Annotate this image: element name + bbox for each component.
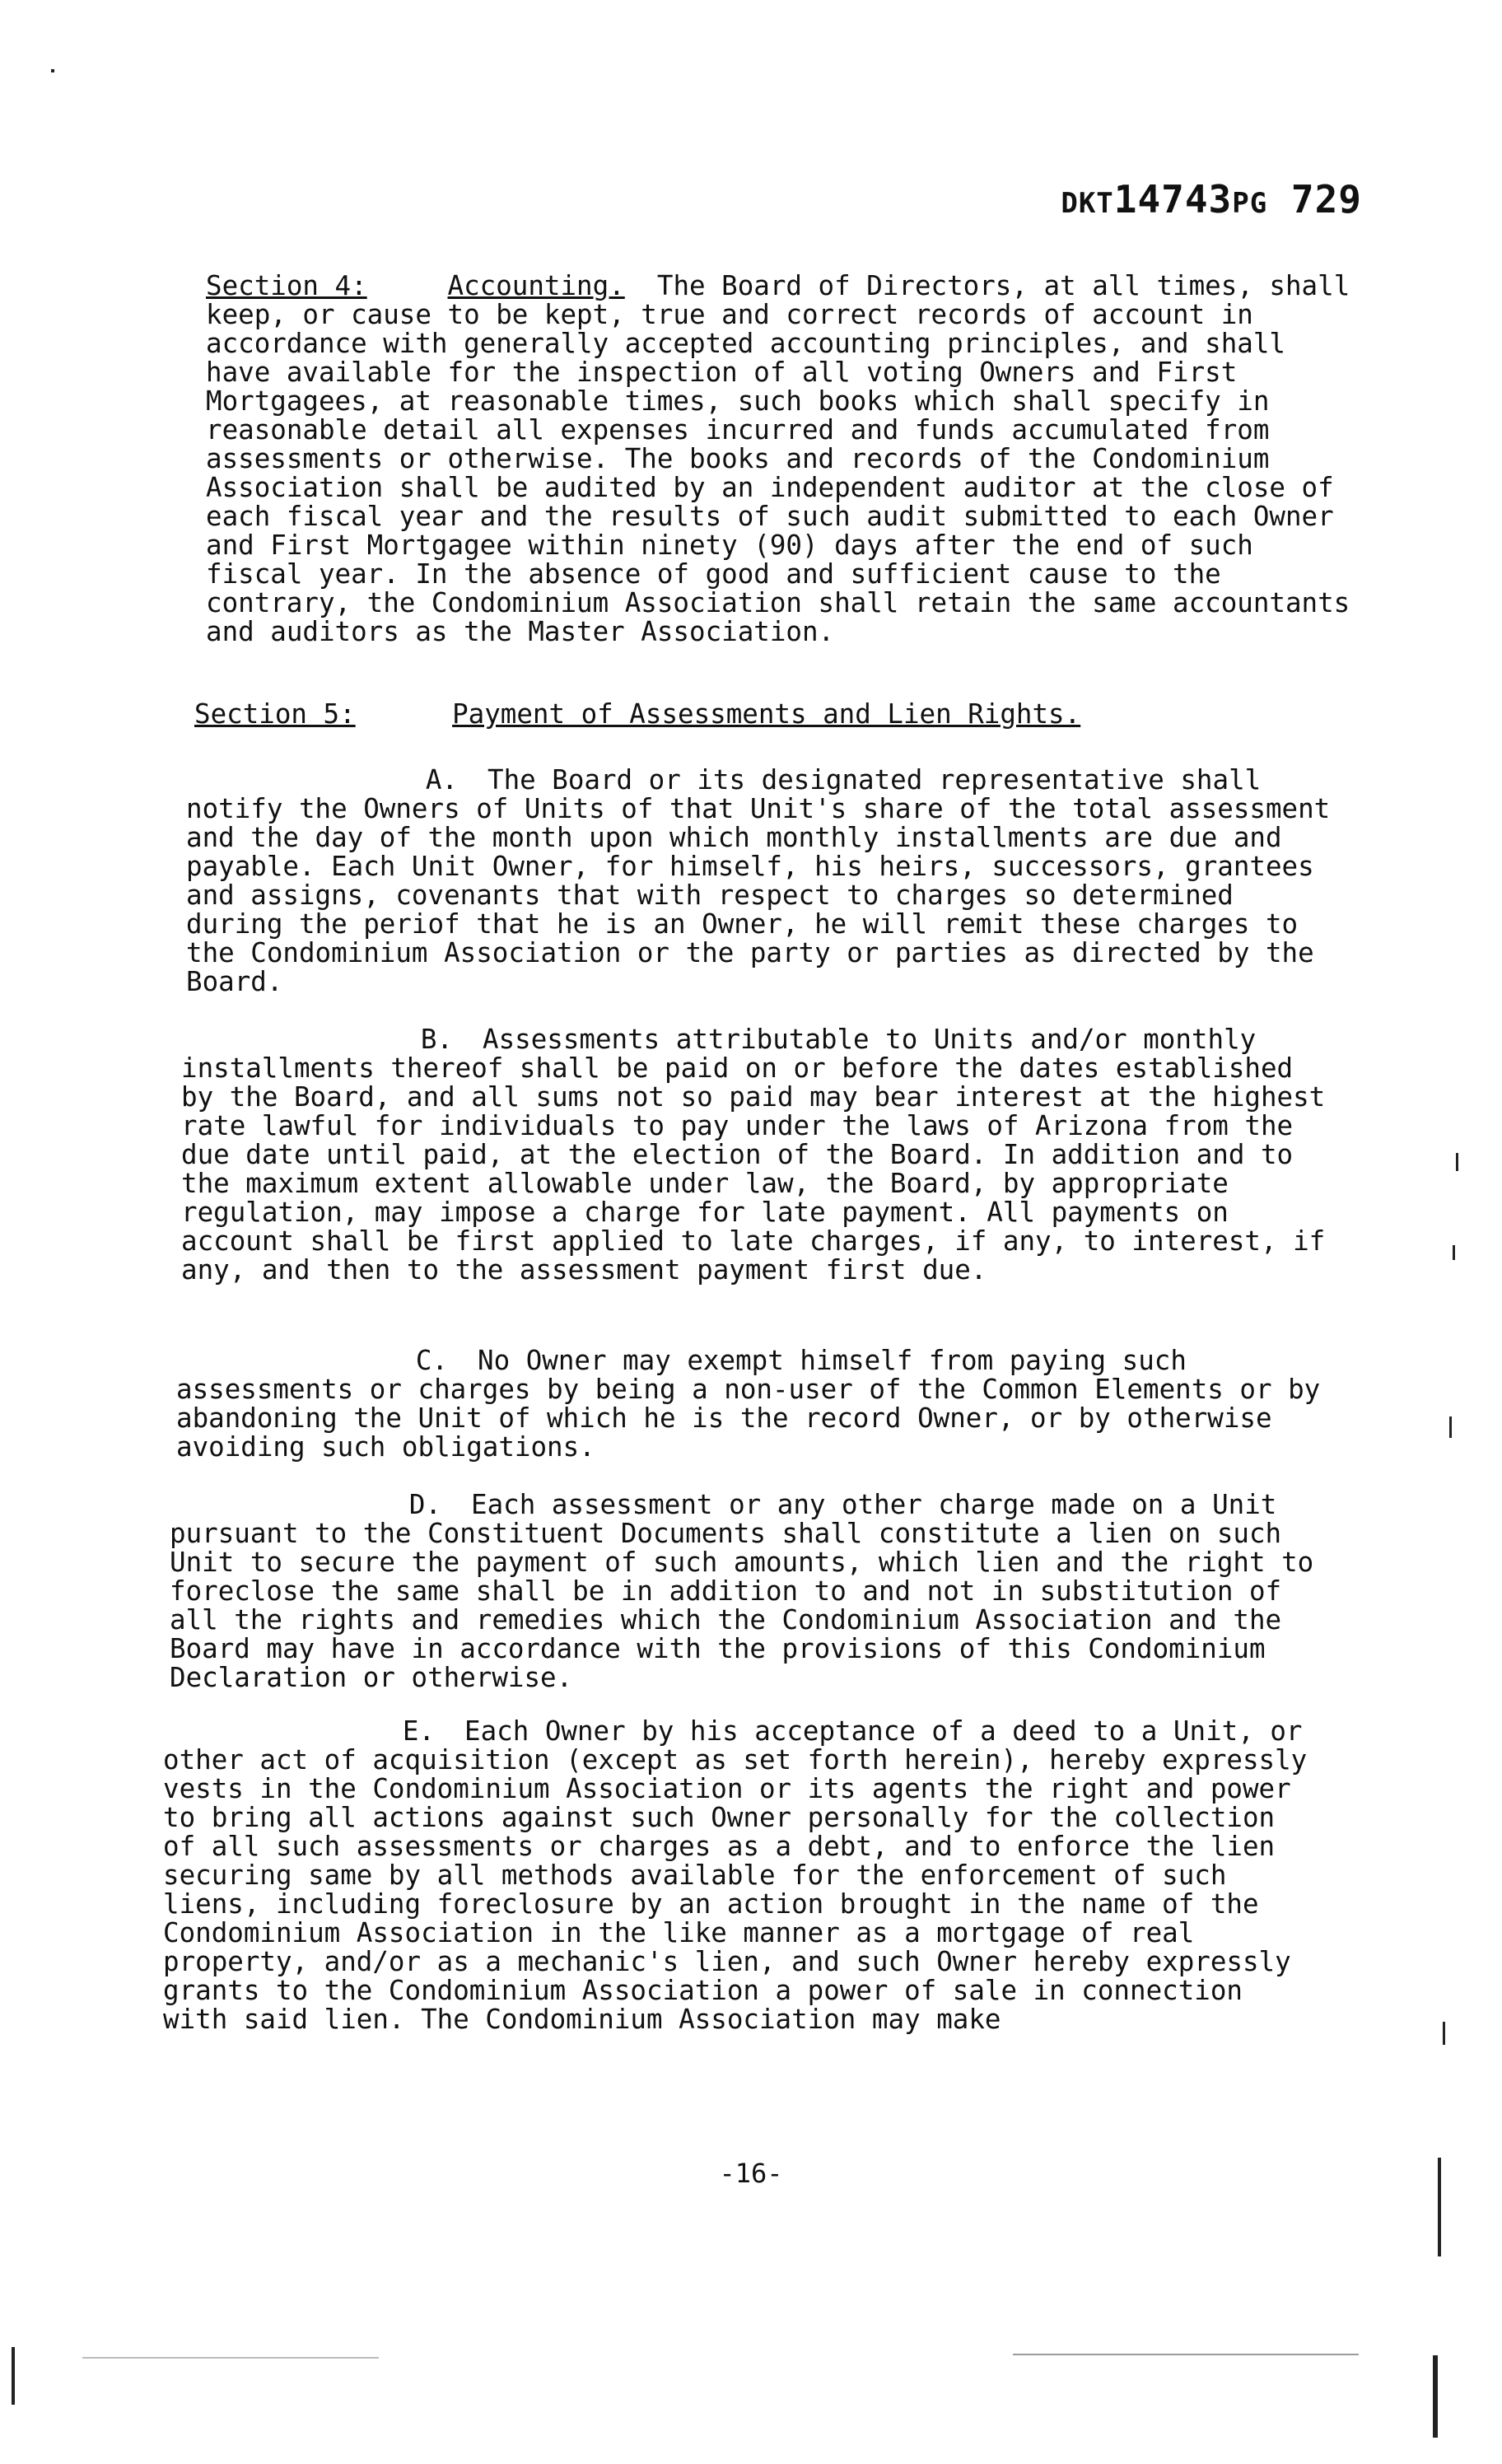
section-5-title: Payment of Assessments and Lien Rights.: [452, 698, 1081, 730]
section-4-label: Section 4:: [206, 270, 367, 301]
paragraph-letter: E.: [402, 1715, 435, 1747]
docket-stamp: [1061, 177, 1362, 222]
section-5-paragraph-c: [176, 1345, 1336, 1463]
section-5-paragraph-a: [186, 764, 1346, 997]
scan-mark: [12, 2347, 15, 2405]
scan-mark: [1433, 2355, 1438, 2438]
page-number: -16-: [719, 2158, 783, 2189]
scan-mark: [1013, 2354, 1359, 2355]
docket-number: 14743: [1113, 177, 1233, 222]
scan-mark: [1438, 2158, 1441, 2256]
paragraph-text: Each assessment or any other charge made on a Unit pursuant to the Constituent Documents shall constitute a lien on such Unit to secure the payment of such amounts, which lien and the right to foreclose the same shall be in addition to and not in substitution of all the rights and remedies which the Condominium Association and the Board may have in accordance with the provisions of this Condominium Declaration or otherwise.: [170, 1489, 1330, 1693]
paragraph-text: Each Owner by his acceptance of a deed to a Unit, or other act of acquisition (except as set forth herein), hereby expressly vests in the Condominium Association or its agents the right and power to bring all actions against such Owner personally for the collection of all such assessments or charges as a debt, and to enforce the lien securing same by all methods available for the enforcement of such liens, including foreclosure by an action brought in the name of the Condominium Association in the like manner as a mortgage of real property, and/or as a mechanic's lien, and such Owner hereby expressly grants to the Condominium Association a power of sale in connection with said lien. The Condominium Association may make: [163, 1715, 1323, 2035]
section-4-title: Accounting.: [447, 270, 625, 301]
paragraph-letter: B.: [420, 1024, 453, 1055]
paragraph-letter: D.: [408, 1489, 441, 1520]
page-mark: PG: [1232, 187, 1268, 220]
paragraph-letter: C.: [415, 1345, 448, 1376]
section-4-paragraph: [206, 270, 1366, 647]
scan-mark: [1449, 1416, 1452, 1438]
scan-mark: [1443, 2022, 1445, 2045]
paragraph-text: No Owner may exempt himself from paying such assessments or charges by being a non-user of the Common Elements or by abandoning the Unit of which he is the record Owner, or by otherwise avoiding such obligations.: [176, 1345, 1336, 1463]
scan-mark: [1453, 1245, 1455, 1260]
section-5-label: Section 5:: [194, 698, 356, 730]
section-5-paragraph-e: [163, 1715, 1323, 2035]
docket-prefix: DKT: [1061, 187, 1114, 220]
docket-page: 729: [1290, 177, 1362, 222]
scan-mark: [51, 69, 54, 72]
section-4-text: The Board of Directors, at all times, shall keep, or cause to be kept, true and correct records of account in accordance with generally accepted accounting principles, and shall have available for the inspection of all voting Owners and First Mortgagees, at reasonable times, such books which shall specify in reasonable detail all expenses incurred and funds accumulated from assessments or otherwise. The books and records of the Condominium Association shall be audited by an independent auditor at the close of each fiscal year and the results of such audit submitted to each Owner and First Mortgagee within ninety (90) days after the end of such fiscal year. In the absence of good and sufficient cause to the contrary, the Condominium Association shall retain the same accountants and auditors as the Master Association.: [206, 270, 1366, 647]
section-5-paragraph-d: [170, 1489, 1330, 1693]
paragraph-text: The Board or its designated representative shall notify the Owners of Units of that Unit's share of the total assessment and the day of the month upon which monthly installments are due and payable. Each Unit Owner, for himself, his heirs, successors, grantees and assigns, covenants that with respect to charges so determined during the periof that he is an Owner, he will remit these charges to the Condominium Association or the party or parties as directed by the Board.: [186, 764, 1346, 997]
scan-mark: [82, 2357, 379, 2359]
paragraph-letter: A.: [425, 764, 458, 796]
section-5-heading: [194, 700, 1347, 729]
section-5-paragraph-b: [181, 1024, 1341, 1286]
section-4: [206, 270, 1366, 647]
scan-mark: [1456, 1153, 1458, 1171]
paragraph-text: Assessments attributable to Units and/or monthly installments thereof shall be paid on or before the dates established by the Board, and all sums not so paid may bear interest at the highest rate lawful for individuals to pay under the laws of Arizona from the due date until paid, at the election of the Board. In addition and to the maximum extent allowable under law, the Board, by appropriate regulation, may impose a charge for late payment. All payments on account shall be first applied to late charges, if any, to interest, if any, and then to the assessment payment first due.: [181, 1024, 1341, 1286]
